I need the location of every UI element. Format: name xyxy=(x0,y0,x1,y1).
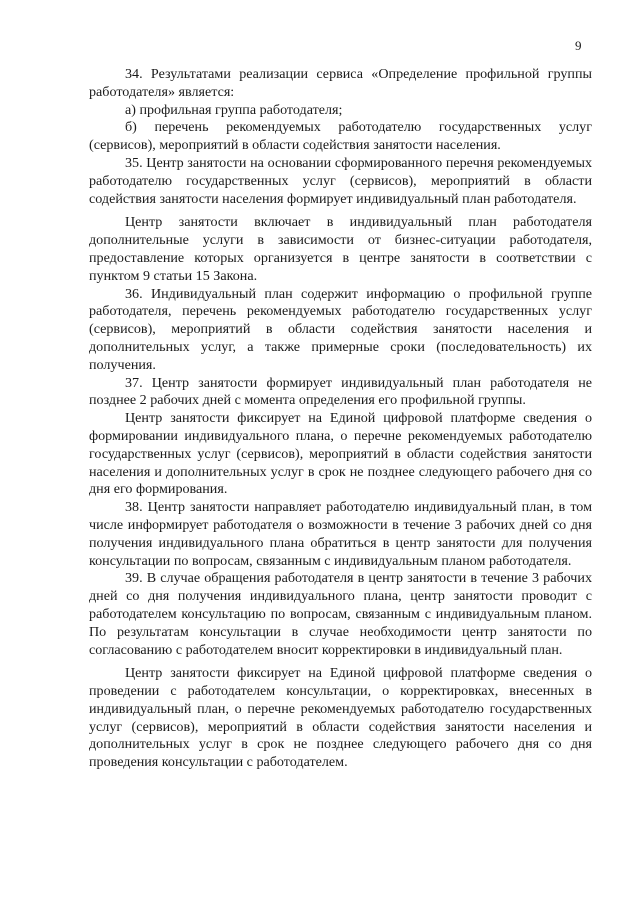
paragraph-34: 34. Результатами реализации сервиса «Определение профильной группы работодателя» является: xyxy=(89,66,592,100)
document-body xyxy=(89,66,592,772)
paragraph-36: 36. Индивидуальный план содержит информацию о профильной группе работодателя, перечень рекомендуемых работодателю государственных услуг (сервисов), мероприятий в области содействия занятости населения и дополнительных услуг, а также примерные сроки (последовательность) их получения. xyxy=(89,285,592,373)
paragraph-34-a: а) профильная группа работодателя; xyxy=(125,101,343,118)
paragraph-38: 38. Центр занятости направляет работодателю индивидуальный план, в том числе информирует работодателя о возможности в течение 3 рабочих дней со дня получения индивидуального плана обратиться в центр занятости для получения консультации по вопросам, связанным с индивидуальным планом работодателя. xyxy=(89,499,592,569)
page-number: 9 xyxy=(575,38,582,53)
paragraph-35-additional: Центр занятости включает в индивидуальный план работодателя дополнительные услуги в зависимости от бизнес-ситуации работодателя, предоставление которых организуется в центре занятости в соответствии с пунктом 9 статьи 15 Закона. xyxy=(89,214,592,284)
paragraph-37: 37. Центр занятости формирует индивидуальный план работодателя не позднее 2 рабочих дней с момента определения его профильной группы. xyxy=(89,374,592,409)
paragraph-35: 35. Центр занятости на основании сформированного перечня рекомендуемых работодателю государственных услуг (сервисов), мероприятий в области содействия занятости населения формирует индивидуальный план работодателя. xyxy=(89,154,592,207)
paragraph-39-record: Центр занятости фиксирует на Единой цифровой платформе сведения о проведении с работодателем консультации, о корректировках, внесенных в индивидуальный план, о перечне рекомендуемых работодателю государственных услуг (сервисов), мероприятий в области содействия занятости населения и дополнительных услуг в срок не позднее следующего рабочего дня со дня проведения консультации с работодателем. xyxy=(89,665,592,771)
paragraph-37-record: Центр занятости фиксирует на Единой цифровой платформе сведения о формировании индивидуального плана, о перечне рекомендуемых работодателю государственных услуг (сервисов), мероприятий в области содействия занятости населения и дополнительных услуг в срок не позднее следующего рабочего дня со дня его формирования. xyxy=(89,410,592,498)
paragraph-34-b: б) перечень рекомендуемых работодателю государственных услуг (сервисов), мероприятий в области содействия занятости населения. xyxy=(89,119,592,154)
paragraph-39: 39. В случае обращения работодателя в центр занятости в течение 3 рабочих дней со дня получения индивидуального плана, центр занятости проводит с работодателем консультацию по вопросам, связанным с индивидуальным планом. По результатам консультации в случае необходимости центр занятости по согласованию с работодателем вносит корректировки в индивидуальный план. xyxy=(89,570,592,658)
